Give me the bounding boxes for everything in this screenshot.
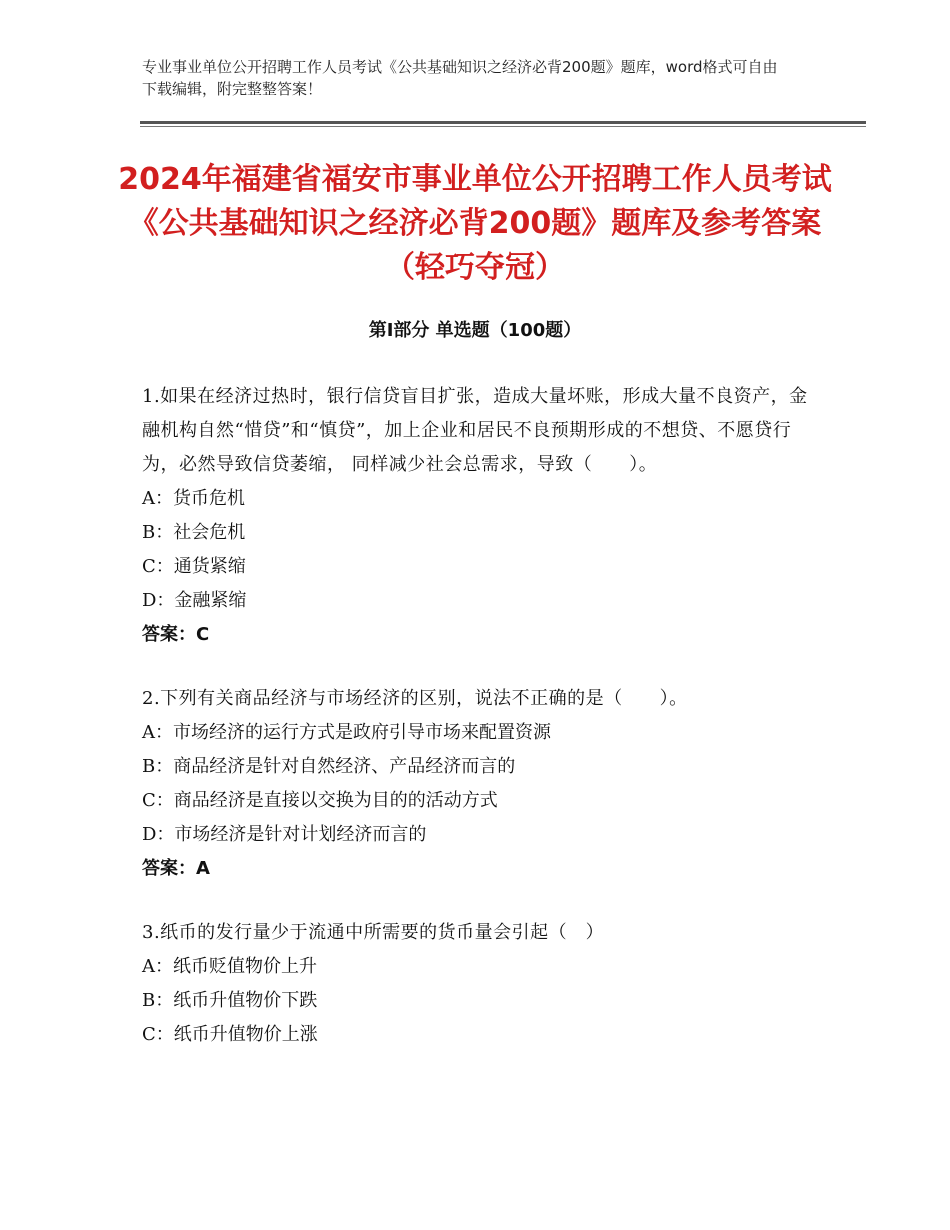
option-c: C：商品经济是直接以交换为目的的活动方式 (142, 790, 498, 811)
option-d: D：市场经济是针对计划经济而言的 (142, 824, 427, 845)
option-a: A：货币危机 (142, 488, 245, 509)
option-c: C：纸币升值物价上涨 (142, 1024, 318, 1045)
question-3 (142, 916, 814, 1052)
header-divider-thick (140, 121, 866, 124)
question-1 (142, 380, 814, 652)
option-d: D：金融紧缩 (142, 590, 247, 611)
option-b: B：纸币升值物价下跌 (142, 990, 318, 1011)
option-c: C：通货紧缩 (142, 556, 246, 577)
question-stem: 1.如果在经济过热时，银行信贷盲目扩张，造成大量坏账，形成大量不良资产，金融机构自然“惜贷”和“慎贷”，加上企业和居民不良预期形成的不想贷、不愿贷行为，必然导致信贷萎缩， 同样减少社会总需求，导致（ ）。 (142, 386, 808, 475)
document-title: 2024年福建省福安市事业单位公开招聘工作人员考试《公共基础知识之经济必背200题》题库及参考答案（轻巧夺冠） (118, 162, 832, 285)
answer-label: 答案：A (142, 858, 210, 879)
option-a: A：纸币贬值物价上升 (142, 956, 317, 977)
question-2 (142, 682, 814, 886)
question-list (142, 380, 814, 1082)
question-stem: 3.纸币的发行量少于流通中所需要的货币量会引起（ ） (142, 922, 605, 943)
option-b: B：商品经济是针对自然经济、产品经济而言的 (142, 756, 516, 777)
option-a: A：市场经济的运行方式是政府引导市场来配置资源 (142, 722, 551, 743)
section-heading: 第Ⅰ部分 单选题（100题） (368, 320, 582, 341)
answer-label: 答案：C (142, 624, 210, 645)
question-stem: 2.下列有关商品经济与市场经济的区别，说法不正确的是（ ）。 (142, 688, 688, 709)
document-header-note: 专业事业单位公开招聘工作人员考试《公共基础知识之经济必背200题》题库，word格式可自由下载编辑，附完整整答案！ (142, 58, 778, 98)
option-b: B：社会危机 (142, 522, 246, 543)
header-divider-thin (140, 126, 866, 127)
